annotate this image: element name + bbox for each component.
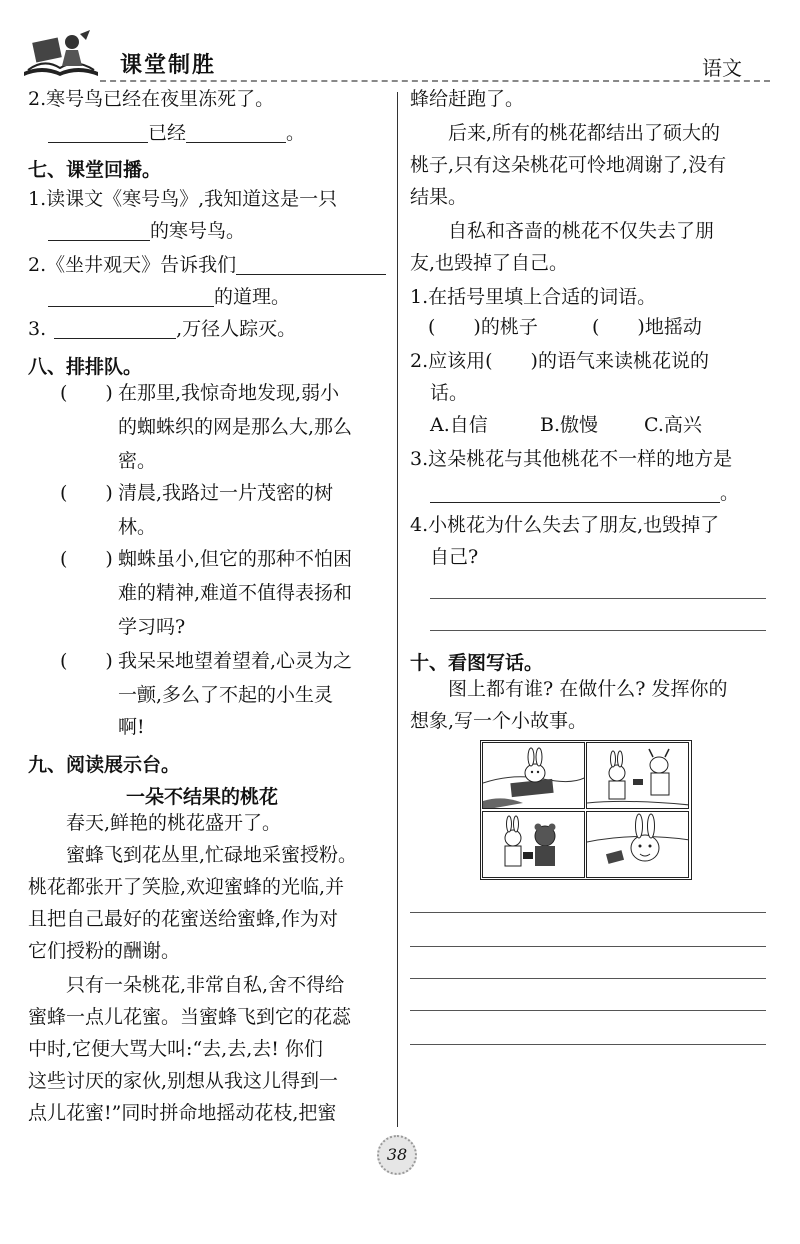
s7-q3-num: 3. (28, 318, 47, 340)
story-line: 蜂给赶跑了。 (410, 88, 525, 110)
panel-goat-rabbit (586, 742, 689, 809)
answer-line[interactable] (430, 630, 766, 631)
option-a[interactable]: A.自信 (430, 414, 488, 436)
story-line: 桃子,只有这朵桃花可怜地凋谢了,没有 (410, 154, 727, 176)
s7-q2b: 的道理。 (214, 286, 291, 308)
answer-blank[interactable] (186, 124, 286, 143)
order-paren-4[interactable]: ( ) (60, 650, 113, 672)
header-title: 课堂制胜 (120, 53, 217, 78)
answer-blank[interactable] (236, 256, 386, 275)
section-7-heading: 七、课堂回播。 (28, 159, 162, 181)
option-c[interactable]: C.高兴 (644, 414, 702, 436)
story-line: 友,也毁掉了自己。 (410, 252, 569, 274)
four-panel-illustration (480, 740, 692, 880)
panel-rabbit-smiling (586, 811, 689, 878)
writing-line[interactable] (410, 1044, 766, 1045)
s7-q2a: 2.《坐井观天》告诉我们 (28, 254, 237, 276)
section-8-heading: 八、排排队。 (28, 356, 143, 378)
story-title: 一朵不结果的桃花 (126, 786, 279, 808)
section-9-heading: 九、阅读展示台。 (28, 754, 181, 776)
story-line: 结果。 (410, 186, 468, 208)
q2-text: 2.寒号鸟已经在夜里冻死了。 (28, 88, 275, 110)
story-line: 自私和吝啬的桃花不仅失去了朋 (448, 220, 715, 242)
writing-line[interactable] (410, 912, 766, 913)
order-item-4-line-3: 啊! (118, 716, 145, 738)
r-q4b: 自己? (430, 546, 479, 568)
s10-b: 想象,写一个小故事。 (410, 710, 588, 732)
r-q3-end: 。 (720, 482, 740, 504)
s7-q3b: ,万径人踪灭。 (176, 318, 297, 340)
answer-blank[interactable] (48, 124, 148, 143)
story-line: 桃花都张开了笑脸,欢迎蜜蜂的光临,并 (28, 876, 345, 898)
story-line: 且把自己最好的花蜜送给蜜蜂,作为对 (28, 908, 339, 930)
order-item-4-line-2: 一颤,多么了不起的小生灵 (118, 684, 334, 706)
order-item-1-line-2: 的蜘蛛织的网是那么大,那么 (118, 416, 353, 438)
answer-blank[interactable] (48, 288, 214, 307)
writing-line[interactable] (410, 1010, 766, 1011)
panel-rabbit-bear (482, 811, 585, 878)
writing-line[interactable] (410, 946, 766, 947)
order-item-2-line-1: 清晨,我路过一片茂密的树 (118, 482, 334, 504)
option-b[interactable]: B.傲慢 (540, 414, 599, 436)
r-q1-b[interactable]: ( )地摇动 (592, 316, 702, 338)
order-paren-1[interactable]: ( ) (60, 382, 113, 404)
s7-q1b: 的寒号鸟。 (150, 220, 246, 242)
r-q4a: 4.小桃花为什么失去了朋友,也毁掉了 (410, 514, 720, 536)
s7-q2-line (28, 256, 386, 275)
q2-fill-line (48, 124, 305, 143)
order-item-1-line-1: 在那里,我惊奇地发现,弱小 (118, 382, 340, 404)
story-line: 点儿花蜜!”同时拼命地摇动花枝,把蜜 (28, 1102, 337, 1124)
order-item-3-line-2: 难的精神,难道不值得表扬和 (118, 582, 353, 604)
story-line: 它们授粉的酬谢。 (28, 940, 181, 962)
answer-blank[interactable] (430, 484, 720, 503)
order-item-4-line-1: 我呆呆地望着望着,心灵为之 (118, 650, 353, 672)
order-item-1-line-3: 密。 (118, 450, 157, 472)
order-item-3-line-1: 蜘蛛虽小,但它的那种不怕困 (118, 548, 353, 570)
order-item-3-line-3: 学习吗? (118, 616, 186, 638)
story-line: 只有一朵桃花,非常自私,舍不得给 (66, 974, 345, 996)
page-number: 38 (377, 1135, 417, 1175)
order-paren-2[interactable]: ( ) (60, 482, 113, 504)
story-line: 这些讨厌的家伙,别想从我这儿得到一 (28, 1070, 339, 1092)
story-line: 蜜蜂飞到花丛里,忙碌地采蜜授粉。 (66, 844, 358, 866)
header-subject: 语文 (702, 56, 742, 80)
s7-q3-line (28, 320, 296, 339)
header-dashed-rule (100, 80, 770, 82)
s7-q1-line (48, 222, 245, 241)
r-q2a: 2.应该用( )的语气来读桃花说的 (410, 350, 709, 372)
r-q2b: 话。 (430, 382, 469, 404)
answer-line[interactable] (430, 598, 766, 599)
q2-fill-end: 。 (286, 122, 306, 144)
column-divider (397, 92, 398, 1127)
story-line: 中时,它便大骂大叫:“去,去,去! 你们 (28, 1038, 323, 1060)
s7-q2-line2 (48, 288, 290, 307)
r-q1: 1.在括号里填上合适的词语。 (410, 286, 657, 308)
answer-blank[interactable] (54, 320, 176, 339)
r-q3: 3.这朵桃花与其他桃花不一样的地方是 (410, 448, 733, 470)
writing-line[interactable] (410, 978, 766, 979)
r-q3-line (430, 484, 739, 503)
answer-blank[interactable] (48, 222, 150, 241)
s10-a: 图上都有谁? 在做什么? 发挥你的 (448, 678, 728, 700)
order-paren-3[interactable]: ( ) (60, 548, 113, 570)
panel-rabbit-books (482, 742, 585, 809)
story-line: 后来,所有的桃花都结出了硕大的 (448, 122, 721, 144)
book-logo-icon (20, 28, 102, 80)
r-q1-a[interactable]: ( )的桃子 (428, 316, 538, 338)
s7-q1a: 1.读课文《寒号鸟》,我知道这是一只 (28, 188, 338, 210)
story-line: 春天,鲜艳的桃花盛开了。 (66, 812, 282, 834)
q2-fill-mid: 已经 (148, 122, 187, 144)
section-10-heading: 十、看图写话。 (410, 652, 544, 674)
order-item-2-line-2: 林。 (118, 516, 157, 538)
story-line: 蜜蜂一点儿花蜜。当蜜蜂飞到它的花蕊 (28, 1006, 352, 1028)
